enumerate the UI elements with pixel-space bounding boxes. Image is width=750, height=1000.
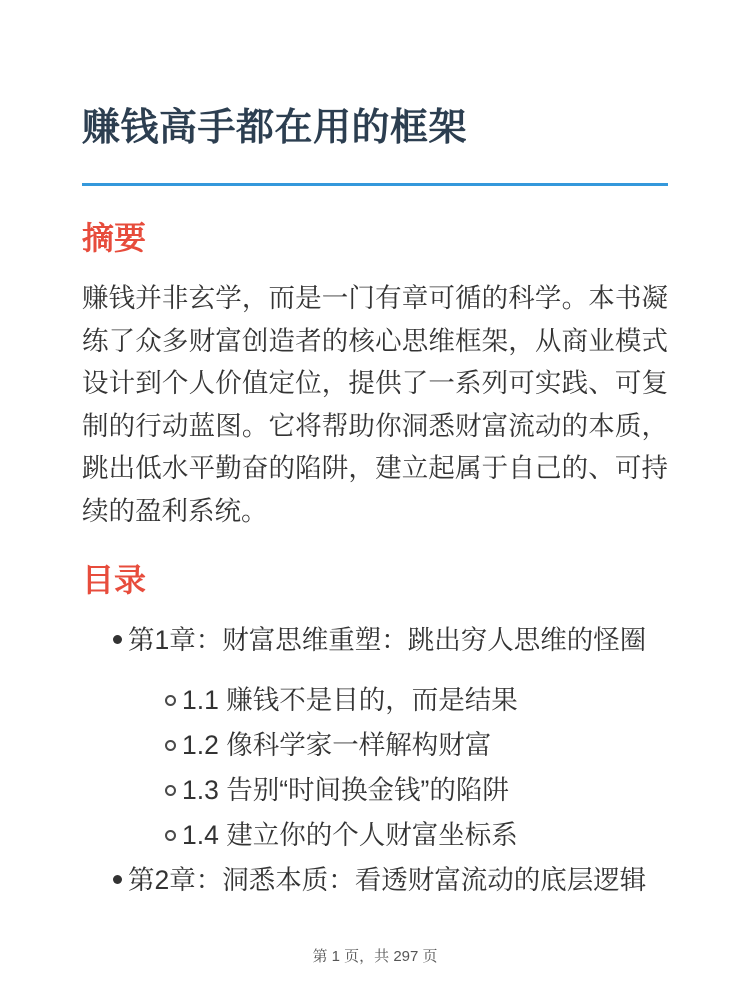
toc-section-item — [82, 821, 668, 849]
toc-chapter-label: 第2章：洞悉本质：看透财富流动的底层逻辑 — [128, 865, 647, 895]
toc-section-label: 1.4 建立你的个人财富坐标系 — [182, 820, 518, 850]
circle-bullet-icon — [165, 830, 176, 841]
title-divider — [82, 183, 668, 186]
toc-chapter-item — [82, 626, 668, 849]
toc-heading: 目录 — [82, 562, 147, 598]
toc-list — [82, 626, 668, 894]
toc-section-label: 1.1 赚钱不是目的，而是结果 — [182, 685, 518, 715]
page-number-indicator: 第 1 页，共 297 页 — [312, 948, 438, 965]
abstract-heading: 摘要 — [82, 220, 147, 256]
abstract-paragraph: 赚钱并非玄学，而是一门有章可循的科学。本书凝练了众多财富创造者的核心思维框架，从商业模式设计到个人价值定位，提供了一系列可实践、可复制的行动蓝图。它将帮助你洞悉财富流动的本质，跳出低水平勤奋的陷阱，建立起属于自己的、可持续的盈利系统。 — [82, 283, 668, 526]
page-content — [82, 102, 668, 894]
toc-section-item — [82, 686, 668, 714]
toc-chapter-label: 第1章：财富思维重塑：跳出穷人思维的怪圈 — [128, 625, 647, 655]
toc-section-item — [82, 776, 668, 804]
toc-chapter-row — [82, 626, 668, 654]
toc-chapter-row — [82, 866, 668, 894]
circle-bullet-icon — [165, 740, 176, 751]
toc-section-label: 1.3 告别“时间换金钱”的陷阱 — [182, 775, 509, 805]
disc-bullet-icon — [113, 875, 122, 884]
toc-section-label: 1.2 像科学家一样解构财富 — [182, 730, 492, 760]
toc-section-item — [82, 731, 668, 759]
page-title: 赚钱高手都在用的框架 — [82, 107, 468, 149]
circle-bullet-icon — [165, 785, 176, 796]
disc-bullet-icon — [113, 635, 122, 644]
toc-chapter-item — [82, 866, 668, 894]
toc-section-list — [82, 686, 668, 849]
circle-bullet-icon — [165, 695, 176, 706]
